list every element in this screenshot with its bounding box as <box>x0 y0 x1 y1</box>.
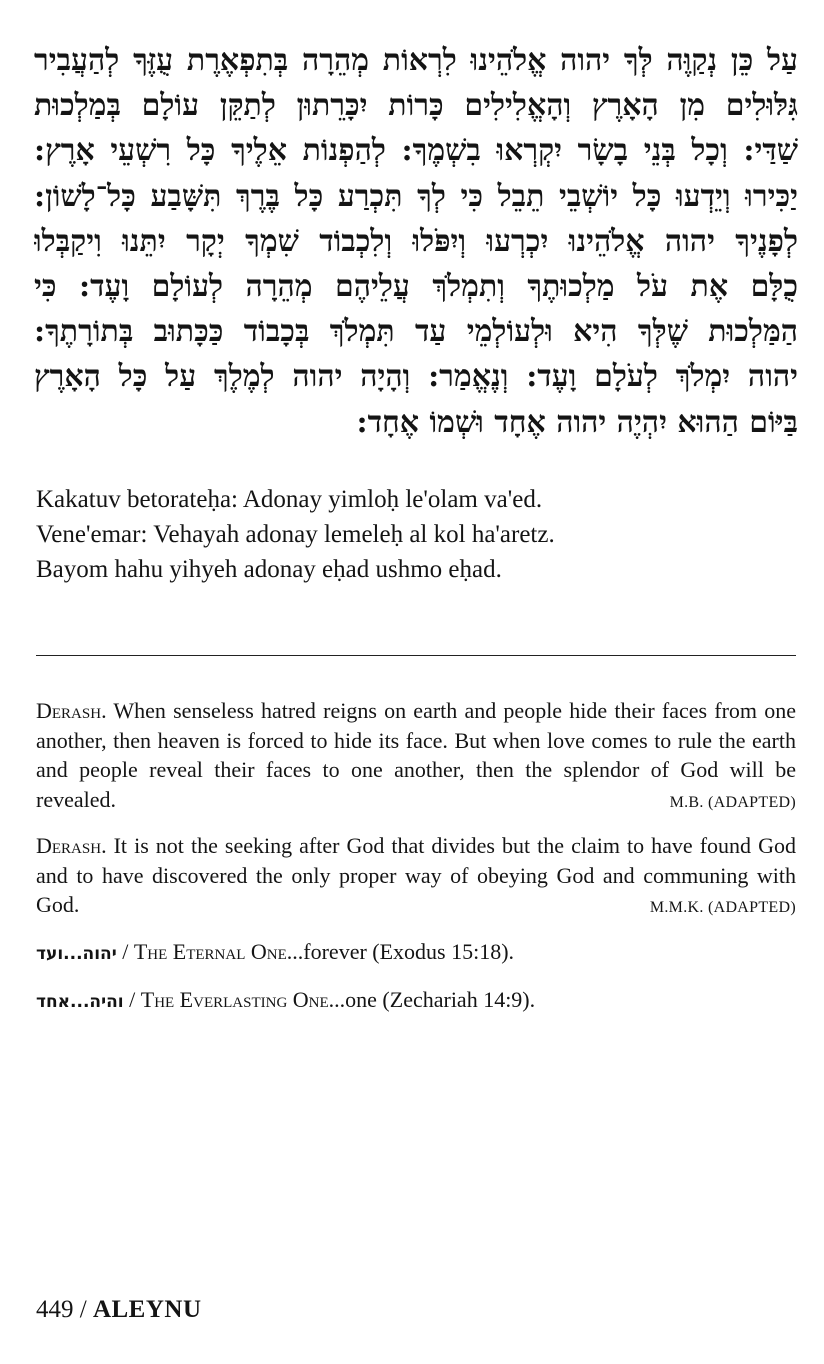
source-reference: ...forever (Exodus 15:18). <box>286 938 515 964</box>
hebrew-line: שַׁדַּי: וְכָל בְּנֵי בָשָׂר יִקְרְאוּ בִשְׁמֶךָ: לְהַפְנוֹת אֵלֶיךָ כָּל רִשְׁעֵי אָרֶץ: <box>34 133 798 169</box>
derash-text: It is not the seeking after God that divides but the claim to have found God and to have discovered the only proper way of obeying God and communing with God. <box>36 833 796 917</box>
source-hebrew: יהוה...ועד <box>36 943 117 964</box>
hebrew-line: בַּיּוֹם הַהוּא יִהְיֶה יהוה אֶחָד וּשְׁמוֹ אֶחָד: <box>356 404 798 440</box>
derash-label: Derash. <box>36 833 107 858</box>
derash-note-2 <box>36 831 796 923</box>
hebrew-line: גִּלּוּלִים מִן הָאָרֶץ וְהָאֱלִילִים כָּרוֹת יִכָּרֵתוּן לְתַקֵּן עוֹלָם בְּמַלְכוּת <box>34 88 798 124</box>
derash-text: When senseless hatred reigns on earth and people hide their faces from one another, then heaven is forced to hide its face. But when love comes to rule the earth and people reveal their faces to one another, then the splendor of God will be revealed. <box>36 698 796 812</box>
hebrew-line: הַמַּלְכוּת שֶׁלְּךָ הִיא וּלְעוֹלְמֵי עַד תִּמְלֹךְ בְּכָבוֹד כַּכָּתוּב בְּתוֹרָתֶךָ: <box>34 314 798 350</box>
derash-label: Derash. <box>36 698 107 723</box>
transliteration-line: Vene'emar: Vehayah adonay lemeleḥ al kol ha'aretz. <box>36 521 555 548</box>
hebrew-prayer-text <box>34 38 798 445</box>
source-note-2 <box>36 985 796 1018</box>
source-hebrew: והיה...אחד <box>36 992 124 1012</box>
derash-attribution: M.B. (ADAPTED) <box>669 793 796 811</box>
source-caps: The Eternal One <box>133 938 287 964</box>
source-caps: The Everlasting One <box>140 987 329 1012</box>
source-reference: ...one (Zechariah 14:9). <box>328 987 536 1012</box>
hebrew-line: עַל כֵּן נְקַוֶּה לְּךָ יהוה אֱלֹהֵינוּ לִרְאוֹת מְהֵרָה בְּתִפְאֶרֶת עֻזֶּךָ לְהַעֲבִיר <box>34 43 798 78</box>
hebrew-line: לְפָנֶיךָ יהוה אֱלֹהֵינוּ יִכְרְעוּ וְיִפֹּלוּ וְלִכְבוֹד שִׁמְךָ יְקָר יִתֵּנוּ וִיקַבְּלוּ <box>34 223 798 259</box>
source-separator: / <box>122 938 129 964</box>
derash-note-1 <box>36 696 796 817</box>
transliteration <box>36 482 796 587</box>
derash-attribution: M.M.K. (ADAPTED) <box>649 899 796 916</box>
page-footer <box>36 1296 202 1324</box>
transliteration-line: Bayom hahu yihyeh adonay eḥad ushmo eḥad. <box>36 556 502 583</box>
footer-separator: / <box>79 1296 87 1323</box>
page-number: 449 <box>36 1296 74 1323</box>
hebrew-line: כֻלָּם אֶת עֹל מַלְכוּתֶךָ וְתִמְלֹךְ עֲלֵיהֶם מְהֵרָה לְעוֹלָם וָעֶד: כִּי <box>34 269 798 305</box>
source-separator: / <box>129 987 136 1012</box>
source-note-1 <box>36 937 796 970</box>
section-title: ALEYNU <box>92 1296 202 1323</box>
transliteration-line: Kakatuv betorateḥa: Adonay yimloḥ le'olam va'ed. <box>36 486 543 513</box>
section-divider <box>36 655 796 656</box>
hebrew-line: יהוה יִמְלֹךְ לְעֹלָם וָעֶד: וְנֶאֱמַר: וְהָיָה יהוה לְמֶלֶךְ עַל כָּל הָאָרֶץ <box>34 359 798 395</box>
hebrew-line: יַכִּירוּ וְיֵדְעוּ כָּל יוֹשְׁבֵי תֵבֵל כִּי לְךָ תִּכְרַע כָּל בֶּרֶךְ תִּשָּׁבַע כָּל־לָשׁוֹן: <box>34 178 798 214</box>
commentary-notes <box>36 696 796 1034</box>
